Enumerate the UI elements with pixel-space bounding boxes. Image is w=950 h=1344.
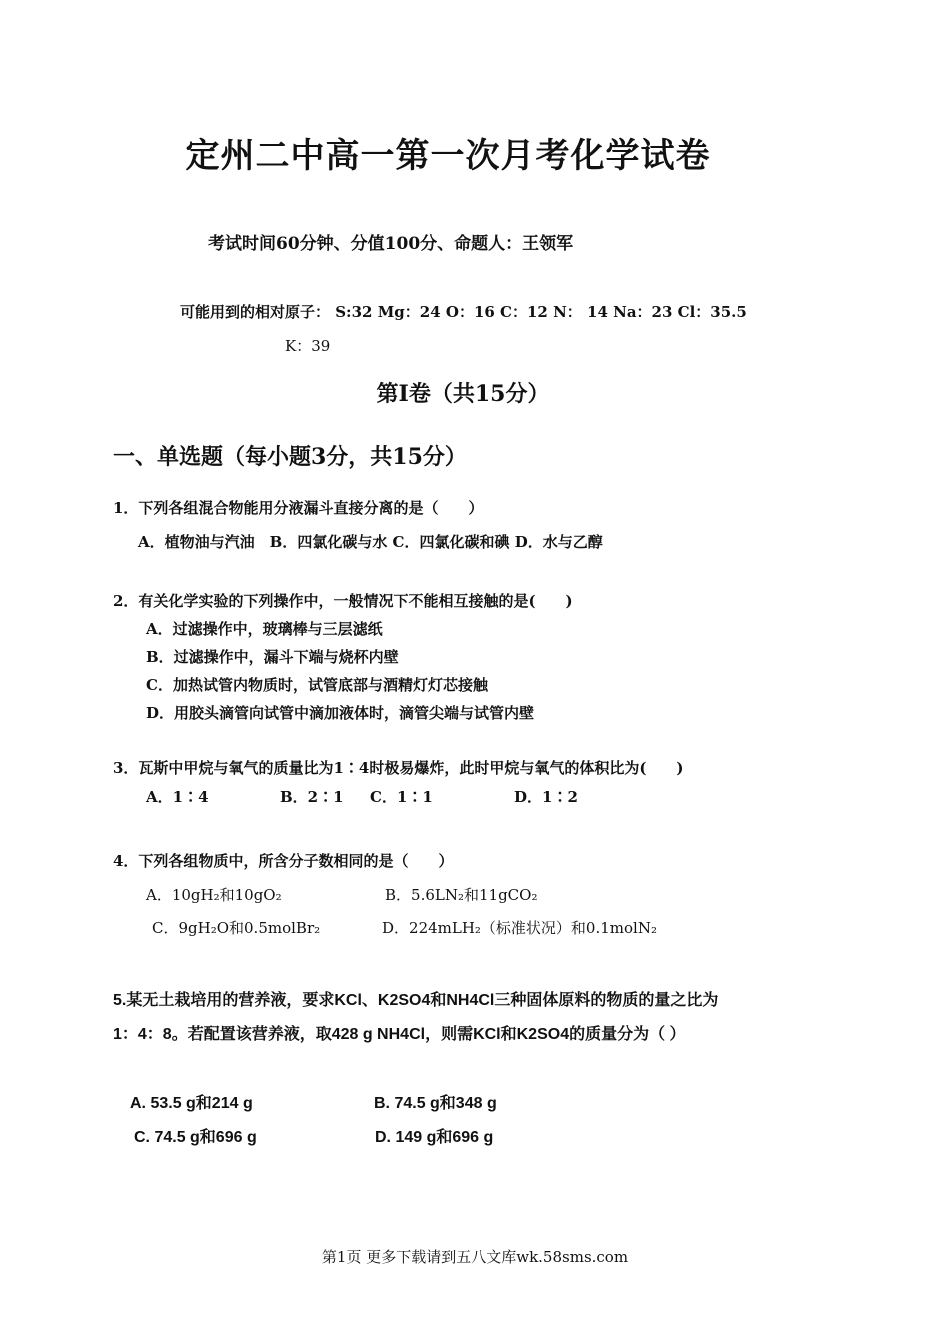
question-5-option-c: C. 74.5 g和696 g — [134, 1129, 257, 1146]
question-2-option-d: D．用胶头滴管向试管中滴加液体时，滴管尖端与试管内壁 — [146, 704, 535, 722]
question-5-stem-line-2: 1：4：8。若配置该营养液，取428 g NH4Cl，则需KCl和K2SO4的质量分为（ ） — [113, 1026, 686, 1043]
question-4-option-b: B．5.6LN₂和11gCO₂ — [385, 886, 538, 904]
question-3-option-a: A．1∶4 — [146, 788, 209, 806]
question-4-stem: 4．下列各组物质中，所含分子数相同的是（ ） — [113, 852, 454, 870]
question-2-option-c: C．加热试管内物质时，试管底部与酒精灯灯芯接触 — [146, 676, 488, 694]
atomic-masses-line-1: 可能用到的相对原子： S:32 Mg：24 O：16 C：12 N： 14 Na：23 Cl：35.5 — [180, 303, 747, 321]
page-title: 定州二中高一第一次月考化学试卷 — [185, 136, 711, 176]
question-4-option-c: C．9gH₂O和0.5molBr₂ — [152, 919, 321, 937]
exam-info: 考试时间60分钟、分值100分、命题人：王领军 — [208, 234, 574, 254]
question-5-option-b: B. 74.5 g和348 g — [374, 1095, 497, 1112]
question-3-option-c: C．1∶1 — [370, 788, 433, 806]
question-3-option-b: B．2∶1 — [280, 788, 344, 806]
question-4-option-d: D．224mLH₂（标准状况）和0.1molN₂ — [382, 919, 657, 937]
question-3-option-d: D．1∶2 — [514, 788, 578, 806]
question-1-stem: 1．下列各组混合物能用分液漏斗直接分离的是（ ） — [113, 499, 484, 517]
question-4-option-a: A．10gH₂和10gO₂ — [146, 886, 282, 904]
question-5-option-a: A. 53.5 g和214 g — [130, 1095, 253, 1112]
question-1-options: A．植物油与汽油 B．四氯化碳与水 C．四氯化碳和碘 D．水与乙醇 — [138, 533, 603, 551]
volume-title: 第I卷（共15分） — [376, 381, 550, 407]
question-2-option-b: B．过滤操作中，漏斗下端与烧杯内壁 — [146, 648, 399, 666]
question-2-stem: 2．有关化学实验的下列操作中，一般情况下不能相互接触的是( ) — [113, 592, 573, 610]
question-5-stem-line-1: 5.某无土栽培用的营养液，要求KCl、K2SO4和NH4Cl三种固体原料的物质的量之比为 — [113, 992, 719, 1009]
page-footer: 第1页 更多下载请到五八文库wk.58sms.com — [321, 1248, 629, 1266]
atomic-masses-line-2: K：39 — [285, 337, 331, 355]
question-3-stem: 3．瓦斯中甲烷与氧气的质量比为1∶4时极易爆炸，此时甲烷与氧气的体积比为( ) — [113, 759, 684, 777]
question-2-option-a: A．过滤操作中，玻璃棒与三层滤纸 — [146, 620, 383, 638]
section-title: 一、单选题（每小题3分，共15分） — [113, 444, 467, 470]
question-5-option-d: D. 149 g和696 g — [375, 1129, 494, 1146]
